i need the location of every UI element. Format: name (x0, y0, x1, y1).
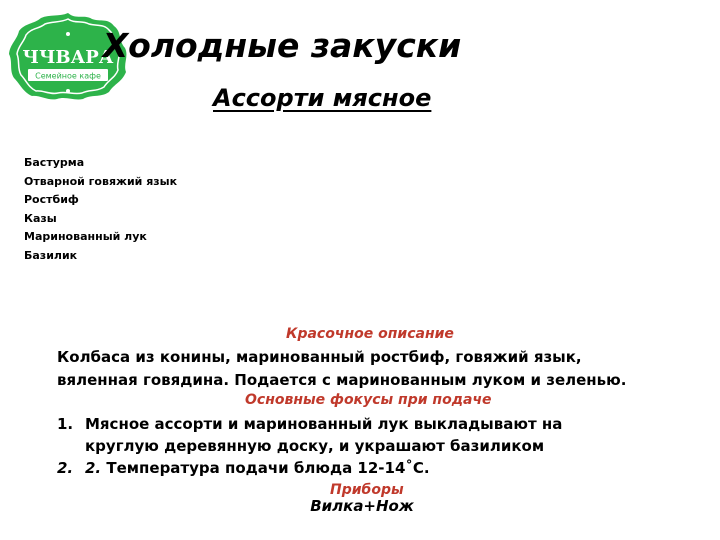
ingredient-item: Казы (24, 211, 57, 225)
page-title (0, 26, 640, 65)
ingredient-item: Ростбиф (24, 193, 79, 206)
serving-item-number: 1. (57, 415, 74, 433)
description-heading: Красочное описание (286, 326, 454, 342)
serving-item (57, 413, 617, 457)
ingredient-item: Базилик (24, 248, 78, 262)
serving-list (57, 413, 617, 479)
ingredient-list (24, 154, 177, 265)
serving-item-text: Температура подачи блюда 12-14˚С. (106, 459, 430, 477)
description-text: Колбаса из конины, маринованный ростбиф, говяжий язык, вяленная говядина. Подается с маринованным луком и зеленью. (57, 348, 627, 389)
dish-name: Ассорти мясное (213, 84, 432, 112)
ingredient-item: Маринованный лук (24, 230, 147, 243)
cutlery-heading: Приборы (330, 482, 404, 498)
logo-tagline-text: Семейное кафе (35, 71, 101, 81)
serving-heading: Основные фокусы при подаче (245, 392, 492, 408)
logo-brand-text: ЧЧВАРА (22, 47, 114, 68)
cutlery-text: Вилка+Нож (310, 497, 414, 515)
ingredient-item: Отварной говяжий язык (24, 174, 178, 188)
serving-item (57, 457, 617, 479)
serving-item-inner-number: 2. (85, 459, 107, 477)
serving-item-number: 2. (57, 459, 74, 477)
page-title-text: Холодные закуски (102, 26, 462, 65)
ingredient-item: Бастурма (24, 156, 85, 169)
serving-item-text: Мясное ассорти и маринованный лук выкладывают на круглую деревянную доску, и украшают базиликом (85, 415, 563, 455)
